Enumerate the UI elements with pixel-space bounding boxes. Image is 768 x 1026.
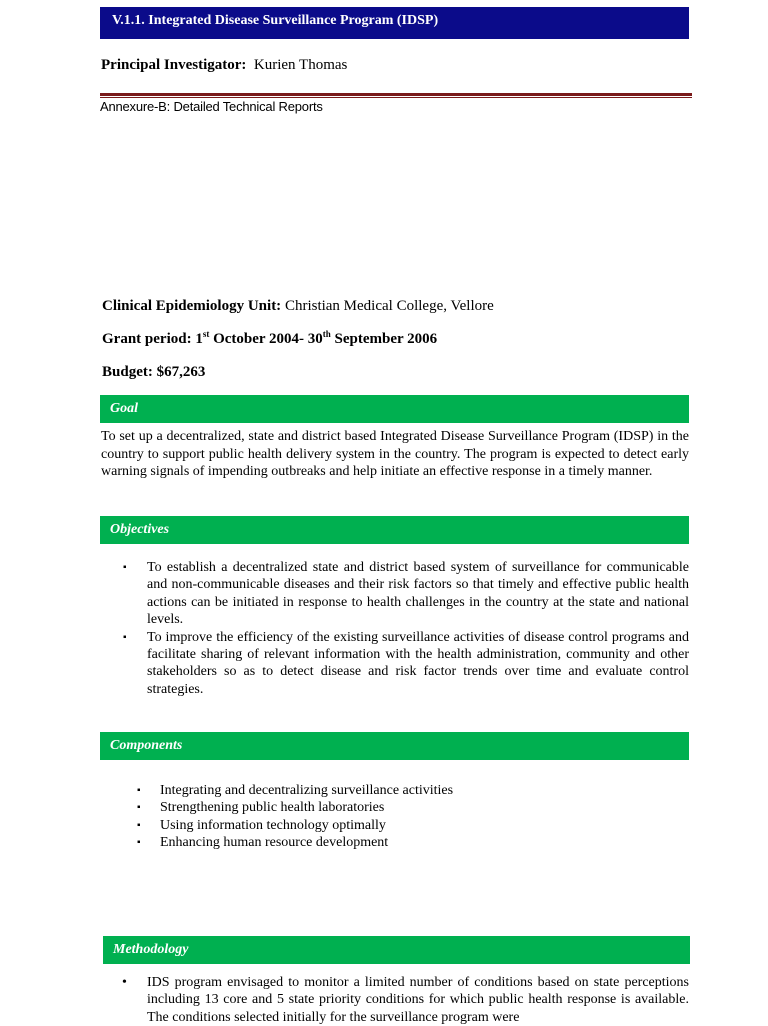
- bullet-icon: ▪: [137, 819, 141, 831]
- bullet-icon: ▪: [123, 562, 127, 573]
- goal-text: To set up a decentralized, state and district based Integrated Disease Surveillance Program (IDSP) in the country to support public health delivery system in the country. The program is expected to detect early warning signals of impending outbreaks and help initiate an effective response in a timely manner.: [101, 429, 689, 479]
- list-item: [137, 799, 453, 816]
- components-heading-bar: [100, 732, 689, 760]
- bullet-icon: •: [122, 975, 127, 990]
- grant-mid: October 2004- 30: [209, 331, 323, 347]
- pi-label: Principal Investigator:: [101, 57, 247, 73]
- grant-label: Grant period: 1: [102, 331, 203, 347]
- grant-end: September 2006: [330, 331, 438, 347]
- budget-line: [102, 364, 205, 381]
- grant-sup-2: th: [322, 329, 331, 339]
- section-title-bar: [100, 7, 689, 39]
- header-rule-thin: [100, 97, 692, 98]
- objectives-list: [101, 559, 689, 698]
- component-text: Enhancing human resource development: [160, 834, 389, 850]
- methodology-list: [120, 974, 689, 1026]
- grant-period-line: [102, 331, 437, 348]
- annexure-label: Annexure-B: Detailed Technical Reports: [100, 99, 323, 114]
- objective-text: To improve the efficiency of the existing surveillance activities of disease control programs and facilitate sharing of relevant information with the health administration, community and other stakeholders so as to detect disease and risk factor trends over time and evaluate control strategies.: [147, 629, 689, 697]
- methodology-heading: Methodology: [113, 942, 189, 957]
- list-item: [120, 974, 689, 1026]
- header-rule-thick: [100, 93, 692, 96]
- bullet-icon: ▪: [123, 631, 127, 643]
- objectives-heading-bar: [100, 516, 689, 544]
- budget: Budget: $67,263: [102, 364, 206, 380]
- bullet-icon: ▪: [137, 785, 141, 796]
- unit-line: [102, 298, 494, 315]
- methodology-heading-bar: [103, 936, 690, 964]
- methodology-text: IDS program envisaged to monitor a limited number of conditions based on state perceptions including 13 core and 5 state priority conditions for which public health response is available. The conditions selected initially for the surveillance program were: [147, 975, 689, 1025]
- pi-name: Kurien Thomas: [253, 57, 348, 73]
- goal-heading: Goal: [110, 401, 138, 416]
- grant-sup-1: st: [202, 329, 210, 339]
- bullet-icon: ▪: [137, 836, 141, 848]
- list-item: [101, 559, 689, 629]
- list-item: [101, 629, 689, 699]
- list-item: [137, 834, 453, 851]
- components-heading: Components: [110, 738, 183, 753]
- unit-value: Christian Medical College, Vellore: [284, 298, 494, 314]
- principal-investigator: [101, 57, 347, 74]
- list-item: [137, 782, 453, 799]
- bullet-icon: ▪: [137, 802, 141, 814]
- list-item: [137, 817, 453, 834]
- unit-label: Clinical Epidemiology Unit:: [102, 298, 282, 314]
- objectives-heading: Objectives: [110, 522, 170, 537]
- component-text: Using information technology optimally: [160, 817, 386, 833]
- components-list: [137, 782, 453, 851]
- component-text: Integrating and decentralizing surveillance activities: [160, 783, 454, 798]
- objective-text: To establish a decentralized state and district based system of surveillance for communicable and non-communicable diseases and their risk factors so that timely and effective public health actions can be initiated in response to health challenges in the country at the state and national levels.: [147, 560, 689, 628]
- component-text: Strengthening public health laboratories: [160, 800, 385, 816]
- goal-heading-bar: [100, 395, 689, 423]
- section-title: V.1.1. Integrated Disease Surveillance Program (IDSP): [112, 13, 439, 28]
